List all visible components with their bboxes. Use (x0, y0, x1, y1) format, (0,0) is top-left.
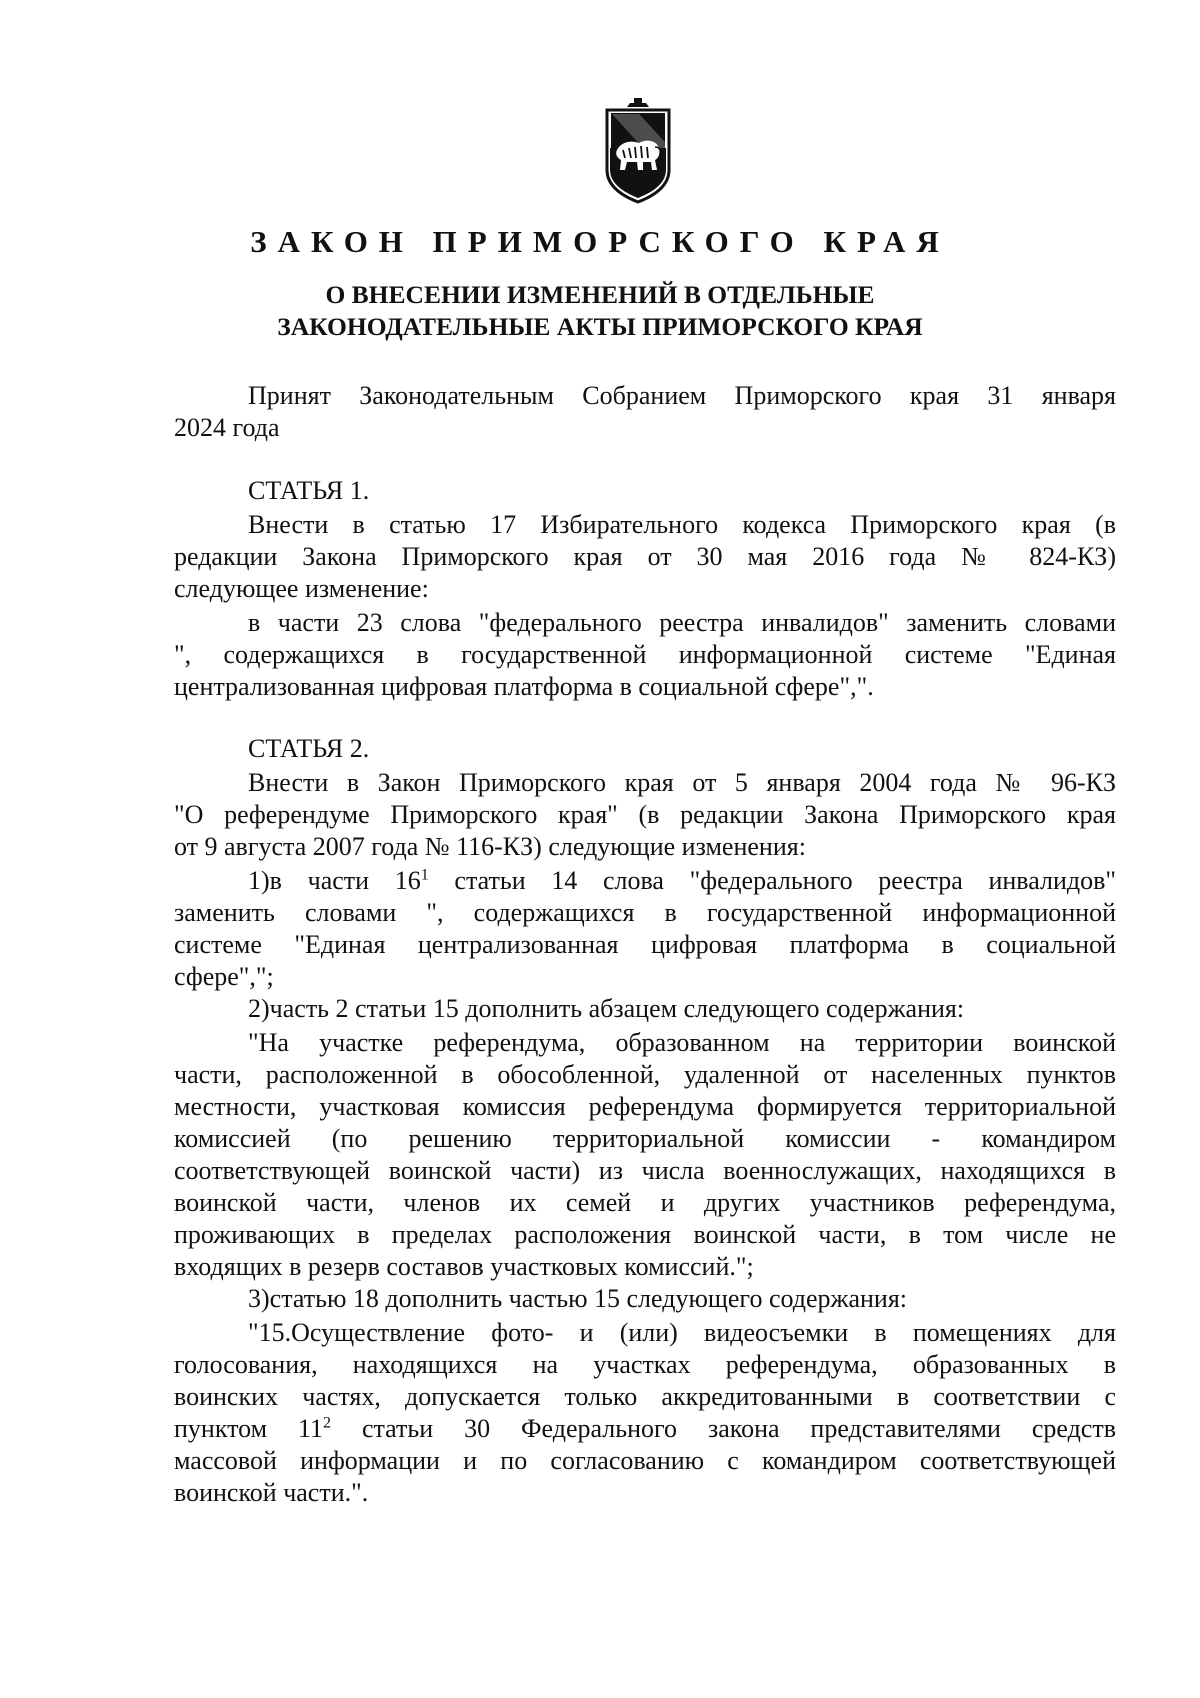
subtitle-line: ЗАКОНОДАТЕЛЬНЫЕ АКТЫ ПРИМОРСКОГО КРАЯ (277, 312, 923, 341)
item-1-text: 1)в части 16 (248, 866, 421, 895)
paragraph-line: "О референдуме Приморского края" (в редакции Закона Приморского края (174, 800, 1116, 829)
paragraph-line: сфере","; (174, 962, 274, 991)
item-2-line: 2)часть 2 статьи 15 дополнить абзацем следующего содержания: (248, 994, 965, 1023)
quote-line: части, расположенной в обособленной, удаленной от населенных пунктов (174, 1060, 1116, 1089)
primorye-coat-of-arms-icon (603, 98, 673, 208)
quote-line: комиссией (по решению территориальной комиссии - командиром (174, 1124, 1116, 1153)
paragraph-line: от 9 августа 2007 года № 116-КЗ) следующие изменения: (174, 832, 806, 861)
item-3-line: 3)статью 18 дополнить частью 15 следующего содержания: (248, 1284, 908, 1313)
item-1-line (248, 865, 1116, 897)
quote-line: массовой информации и по согласованию с командиром соответствующей (174, 1446, 1116, 1475)
quote-line: местности, участковая комиссия референдума формируется территориальной (174, 1092, 1116, 1121)
subtitle-line: О ВНЕСЕНИИ ИЗМЕНЕНИЙ В ОТДЕЛЬНЫЕ (325, 280, 875, 309)
quote-line: соответствующей воинской части) из числа военнослужащих, находящихся в (174, 1156, 1116, 1185)
quote-line: "15.Осуществление фото- и (или) видеосъемки в помещениях для (248, 1318, 1116, 1347)
quote-line: воинских частях, допускается только аккредитованными в соответствии с (174, 1382, 1116, 1411)
quote-line: воинской части, членов их семей и других участников референдума, (174, 1188, 1116, 1217)
paragraph-line: Внести в Закон Приморского края от 5 января 2004 года № 96-КЗ (248, 768, 1116, 797)
item-1-text: статьи 14 слова "федерального реестра инвалидов" (428, 866, 1116, 895)
paragraph-line: в части 23 слова "федерального реестра инвалидов" заменить словами (248, 608, 1116, 637)
document-title: ЗАКОН ПРИМОРСКОГО КРАЯ (250, 224, 950, 259)
quote-line: проживающих в пределах расположения воинской части, в том числе не (174, 1220, 1116, 1249)
superscript: 2 (323, 1414, 332, 1432)
document-subtitle (0, 279, 1200, 343)
article-2-heading: СТАТЬЯ 2. (248, 734, 370, 763)
paragraph-line: заменить словами ", содержащихся в государственной информационной (174, 898, 1116, 927)
quote-line: воинской части.". (174, 1478, 369, 1507)
adoption-line: 2024 года (174, 413, 280, 442)
paragraph-line: редакции Закона Приморского края от 30 мая 2016 года № 824-КЗ) (174, 542, 1116, 571)
article-1-heading: СТАТЬЯ 1. (248, 476, 370, 505)
paragraph-line: ", содержащихся в государственной информационной системе "Единая (174, 640, 1116, 669)
quote-line: "На участке референдума, образованном на территории воинской (248, 1028, 1116, 1057)
quote-line: входящих в резерв составов участковых комиссий."; (174, 1252, 754, 1281)
quote-text: статьи 30 Федерального закона представителями средств (331, 1414, 1116, 1443)
quote-line: голосования, находящихся на участках референдума, образованных в (174, 1350, 1116, 1379)
paragraph-line: Внести в статью 17 Избирательного кодекса Приморского края (в (248, 510, 1116, 539)
adoption-line: Принят Законодательным Собранием Приморского края 31 января (248, 381, 1116, 410)
quote-line (174, 1413, 1116, 1445)
superscript: 1 (420, 866, 429, 884)
paragraph-line: системе "Единая централизованная цифровая платформа в социальной (174, 930, 1116, 959)
paragraph-line: следующее изменение: (174, 574, 429, 603)
paragraph-line: централизованная цифровая платформа в социальной сфере",". (174, 672, 874, 701)
quote-text: пунктом 11 (174, 1414, 324, 1443)
